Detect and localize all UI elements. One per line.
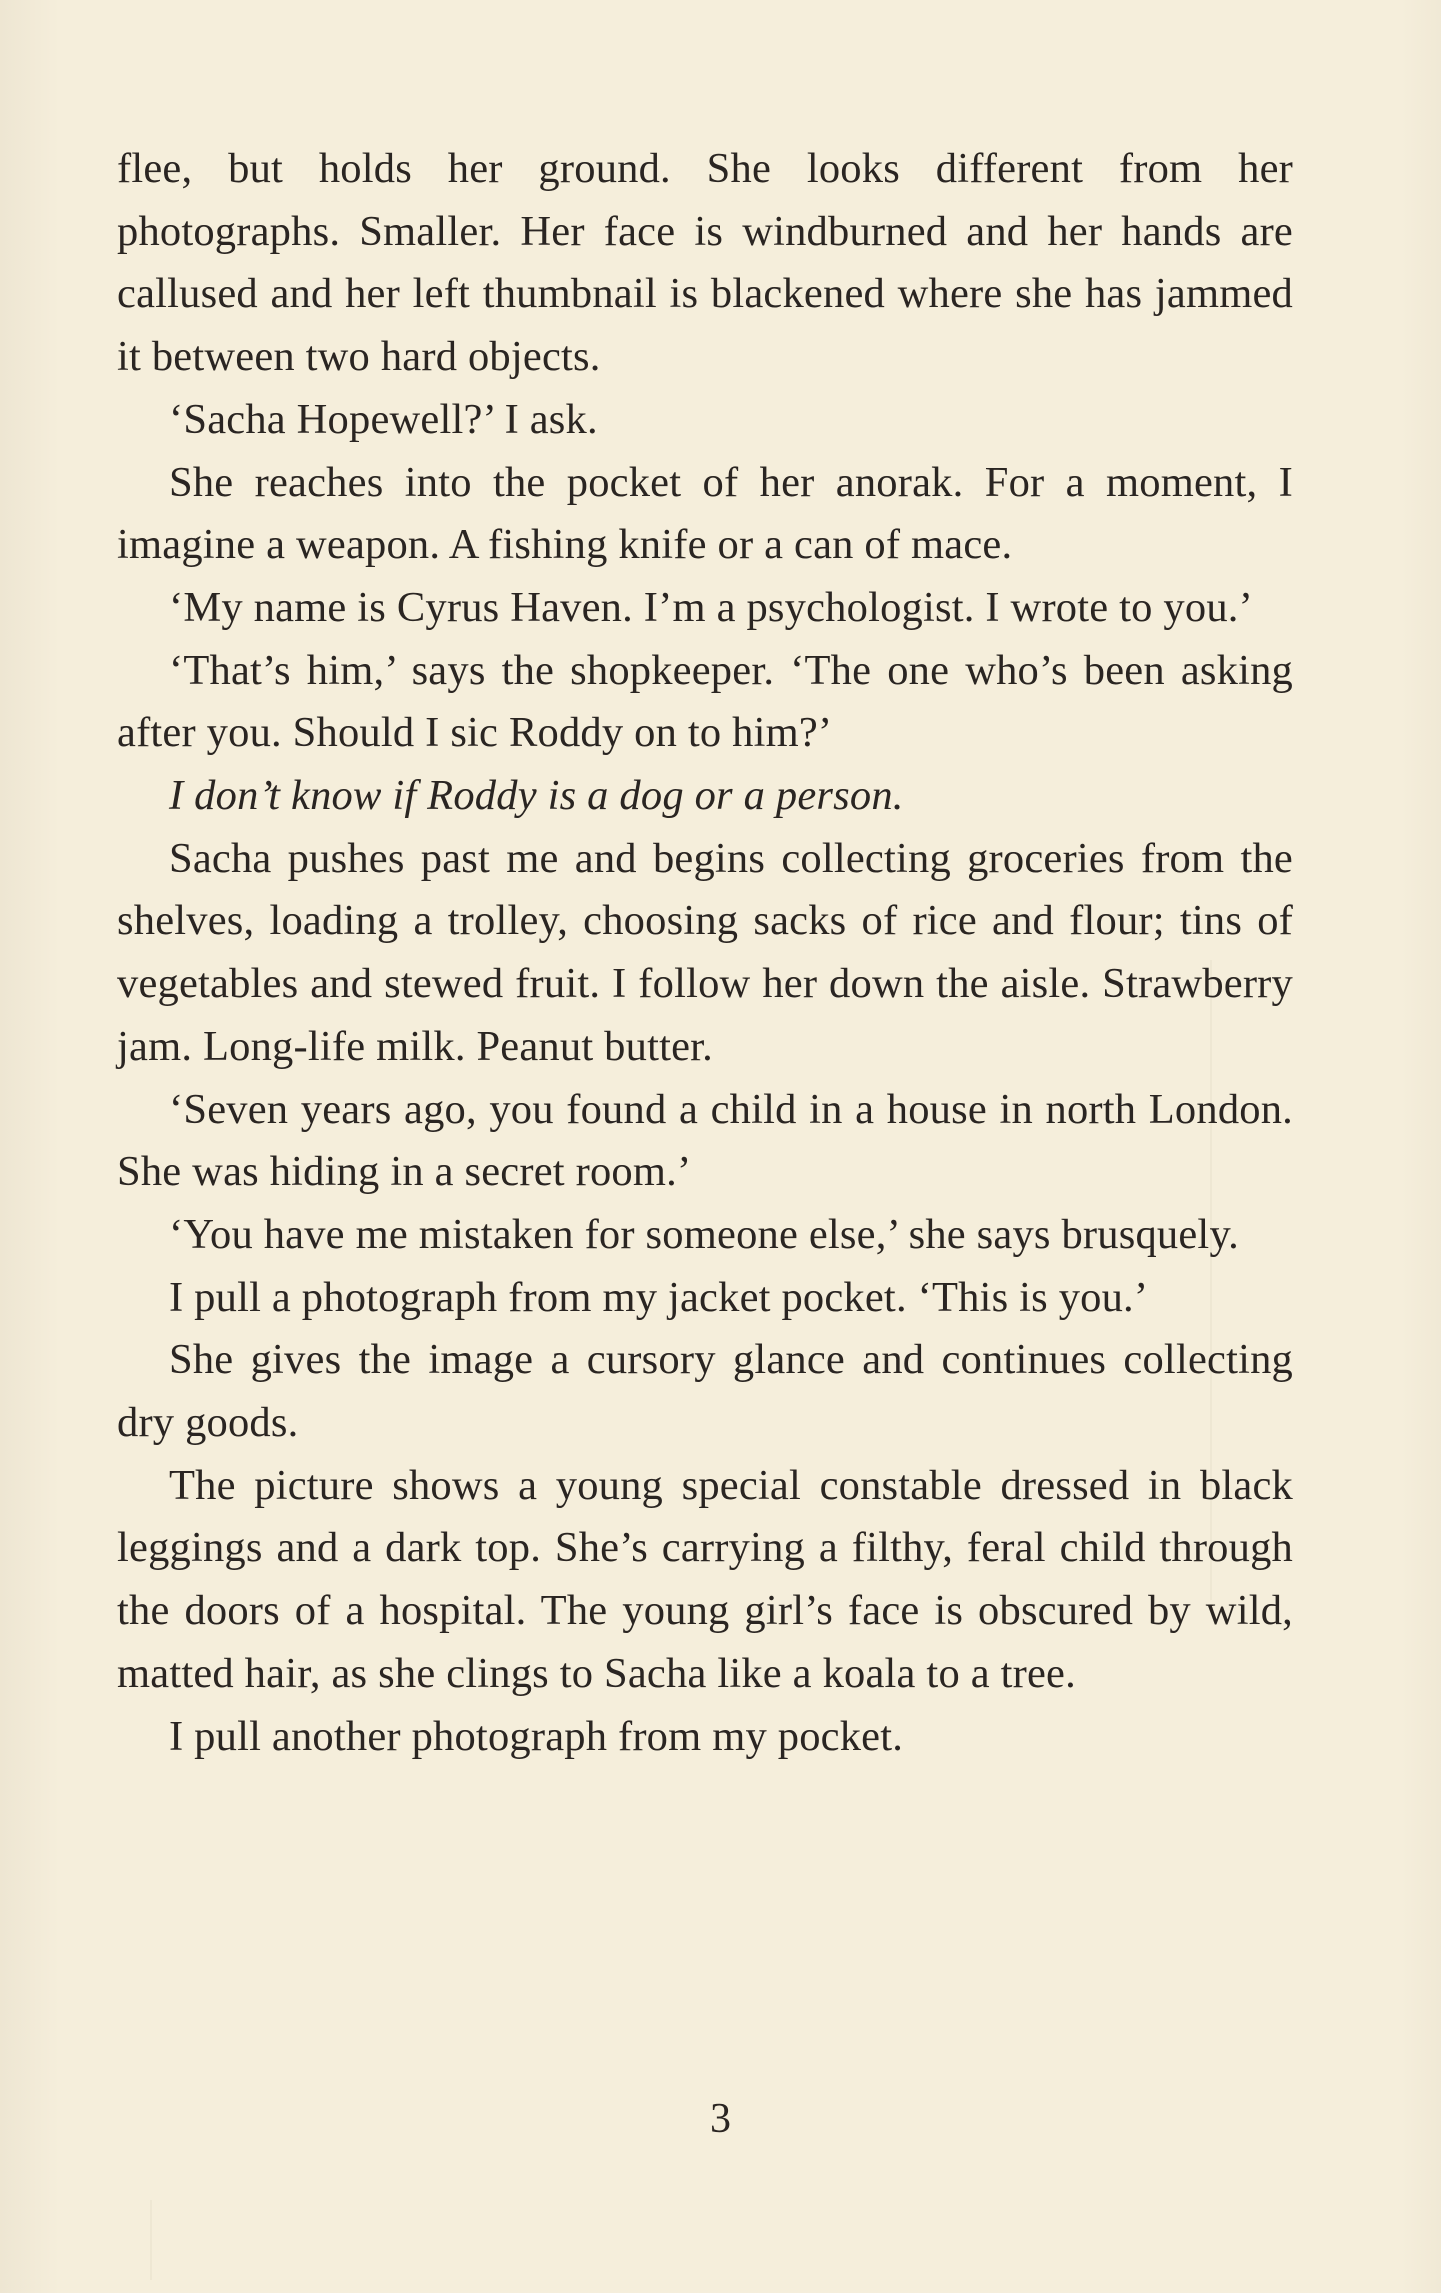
paragraph: She reaches into the pocket of her anorak. For a moment, I imagine a weapon. A fishing knife or a can of mace. bbox=[117, 458, 1293, 569]
paragraph: ‘Sacha Hopewell?’ I ask. bbox=[169, 395, 598, 443]
paragraph: flee, but holds her ground. She looks different from her photographs. Smaller. Her face is windburned and her hands are callused and her left thumbnail is blackened where she has jammed it between two hard objects. bbox=[117, 145, 1293, 381]
paragraph: I pull a photograph from my jacket pocket. ‘This is you.’ bbox=[169, 1273, 1149, 1321]
paragraph: ‘You have me mistaken for someone else,’ she says brusquely. bbox=[169, 1210, 1239, 1258]
paragraph: I pull another photograph from my pocket. bbox=[169, 1712, 904, 1760]
paragraph: ‘That’s him,’ says the shopkeeper. ‘The one who’s been asking after you. Should I sic Roddy on to him?’ bbox=[117, 646, 1293, 757]
bleed-through-mark bbox=[150, 2200, 152, 2280]
page-number: 3 bbox=[710, 2096, 731, 2142]
body-text bbox=[117, 138, 1293, 1768]
paragraph: ‘My name is Cyrus Haven. I’m a psychologist. I wrote to you.’ bbox=[169, 583, 1253, 631]
paragraph: She gives the image a cursory glance and continues collecting dry goods. bbox=[117, 1336, 1293, 1447]
italic-thought-paragraph: I don’t know if Roddy is a dog or a person. bbox=[169, 772, 904, 820]
paragraph: The picture shows a young special constable dressed in black leggings and a dark top. She’s carrying a filthy, feral child through the doors of a hospital. The young girl’s face is obscured by wild, matted hair, as she clings to Sacha like a koala to a tree. bbox=[117, 1461, 1293, 1697]
paragraph: ‘Seven years ago, you found a child in a house in north London. She was hiding in a secret room.’ bbox=[117, 1085, 1293, 1196]
paragraph: Sacha pushes past me and begins collecting groceries from the shelves, loading a trolley, choosing sacks of rice and flour; tins of vegetables and stewed fruit. I follow her down the aisle. Strawberry jam. Long-life milk. Peanut butter. bbox=[117, 834, 1293, 1070]
